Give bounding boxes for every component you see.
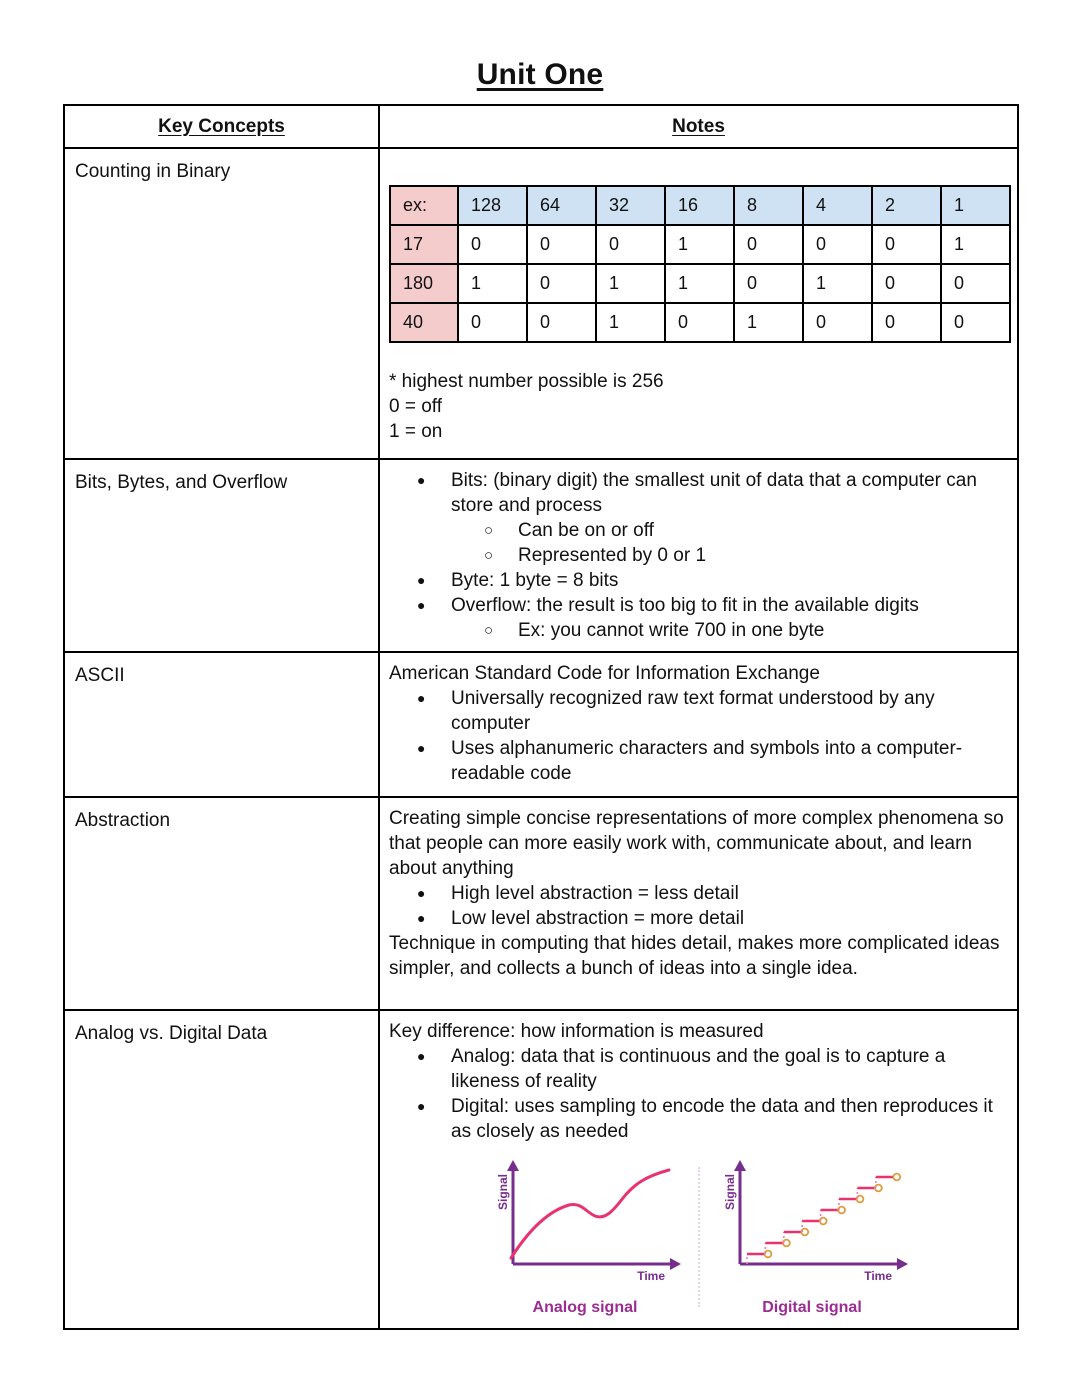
binary-bit-cell: 1 [665, 225, 734, 264]
digital-signal-figure [710, 1154, 915, 1286]
binary-table [389, 185, 1011, 343]
binary-bit-cell: 0 [872, 303, 941, 342]
digital-signal-caption: Digital signal [762, 1299, 862, 1316]
sample-point-marker [893, 1174, 900, 1181]
concept-cell: Abstraction [64, 797, 379, 1010]
x-axis-label: Time [636, 1269, 665, 1283]
note-line [389, 881, 1008, 906]
table-row-bits-bytes-overflow [64, 459, 1018, 652]
bullet-icon: ● [417, 472, 426, 488]
y-axis-arrow-icon [507, 1160, 519, 1171]
note-line [389, 593, 1008, 618]
analog-curve [511, 1170, 669, 1258]
x-axis-label: Time [863, 1269, 892, 1283]
binary-place-value-cell: 64 [527, 186, 596, 225]
binary-bit-cell: 0 [941, 264, 1010, 303]
notes-list [389, 468, 1008, 643]
note-text: High level abstraction = less detail [451, 883, 739, 904]
analog-signal-figure [483, 1154, 688, 1286]
concept-cell: Analog vs. Digital Data [64, 1010, 379, 1329]
x-axis-arrow-icon [897, 1258, 908, 1270]
note-text: Ex: you cannot write 700 in one byte [518, 620, 825, 641]
note-text: Creating simple concise representations of more complex phenomena so that people can more easily work with, communicate about, and learn about anything [389, 808, 1004, 879]
table-row-abstraction [64, 797, 1018, 1010]
note-text: Bits: (binary digit) the smallest unit of data that a computer can store and process [451, 470, 977, 516]
binary-header-row [390, 186, 1010, 225]
binary-bit-cell: 0 [596, 225, 665, 264]
binary-bit-cell: 1 [596, 303, 665, 342]
note-text: American Standard Code for Information Exchange [389, 663, 820, 684]
binary-place-value-cell: 2 [872, 186, 941, 225]
binary-place-value-cell: 8 [734, 186, 803, 225]
note-line [389, 931, 1008, 981]
note-line [389, 661, 1008, 686]
notes-cell [379, 1010, 1018, 1329]
concept-cell: ASCII [64, 652, 379, 797]
bullet-icon: ● [417, 572, 426, 588]
binary-bit-cell: 0 [803, 303, 872, 342]
binary-bit-cell: 0 [458, 225, 527, 264]
binary-bit-cell: 0 [527, 225, 596, 264]
signal-charts [389, 1154, 1008, 1320]
bullet-icon: ● [417, 597, 426, 613]
note-text: Represented by 0 or 1 [518, 545, 707, 566]
binary-place-value-cell: 1 [941, 186, 1010, 225]
footnote-line: 0 = off [389, 396, 443, 417]
page-title: Unit One [476, 58, 604, 91]
analog-signal-caption: Analog signal [532, 1299, 638, 1316]
table-row-counting-in-binary [64, 148, 1018, 459]
bullet-icon: ● [417, 885, 426, 901]
binary-place-value-cell: 128 [458, 186, 527, 225]
binary-place-value-cell: 4 [803, 186, 872, 225]
key-concepts-table [63, 104, 1019, 1330]
binary-bit-cell: 0 [734, 225, 803, 264]
note-text: Overflow: the result is too big to fit in the available digits [451, 595, 919, 616]
binary-bit-cell: 1 [665, 264, 734, 303]
notes-list [389, 806, 1008, 981]
notes-cell [379, 459, 1018, 652]
binary-bit-cell: 0 [527, 264, 596, 303]
bullet-icon: ● [417, 910, 426, 926]
binary-bit-cell: 0 [872, 264, 941, 303]
note-line [389, 1044, 1008, 1094]
table-header-row [64, 105, 1018, 148]
digital-steps [747, 1174, 900, 1264]
binary-row-label-cell: 180 [390, 264, 458, 303]
notes-cell [379, 652, 1018, 797]
digital-signal-chart [710, 1154, 915, 1320]
analog-signal-chart [483, 1154, 688, 1320]
note-line [389, 568, 1008, 593]
footnote-line: * highest number possible is 256 [389, 371, 664, 392]
note-line [389, 806, 1008, 881]
note-text: Key difference: how information is measured [389, 1021, 764, 1042]
binary-bit-cell: 1 [803, 264, 872, 303]
x-axis-arrow-icon [670, 1258, 681, 1270]
binary-place-value-cell: 16 [665, 186, 734, 225]
column-header-notes: Notes [379, 105, 1018, 148]
notes-list [389, 1019, 1008, 1144]
note-text: Universally recognized raw text format understood by any computer [451, 688, 935, 734]
column-header-key-concepts: Key Concepts [64, 105, 379, 148]
note-line [389, 906, 1008, 931]
binary-bit-cell: 0 [803, 225, 872, 264]
binary-footnotes [389, 369, 1008, 444]
binary-bit-cell: 1 [734, 303, 803, 342]
hollow-bullet-icon: ○ [484, 622, 494, 639]
note-text: Digital: uses sampling to encode the data and then reproduces it as closely as needed [451, 1096, 993, 1142]
concept-cell: Bits, Bytes, and Overflow [64, 459, 379, 652]
bullet-icon: ● [417, 740, 426, 756]
y-axis-label: Signal [495, 1173, 510, 1211]
binary-row-label-cell: 40 [390, 303, 458, 342]
concept-cell: Counting in Binary [64, 148, 379, 459]
bullet-icon: ● [417, 690, 426, 706]
note-text: Analog: data that is continuous and the goal is to capture a likeness of reality [451, 1046, 946, 1092]
notes-cell [379, 148, 1018, 459]
binary-bit-cell: 0 [665, 303, 734, 342]
table-row-analog-vs-digital [64, 1010, 1018, 1329]
note-line [389, 543, 1008, 568]
note-text: Byte: 1 byte = 8 bits [451, 570, 619, 591]
note-line [389, 736, 1008, 786]
note-text: Uses alphanumeric characters and symbols into a computer-readable code [451, 738, 963, 784]
binary-value-row [390, 264, 1010, 303]
binary-row-label-cell: 17 [390, 225, 458, 264]
binary-table-body [390, 186, 1010, 342]
y-axis-arrow-icon [734, 1160, 746, 1171]
bullet-icon: ● [417, 1048, 426, 1064]
binary-corner-cell: ex: [390, 186, 458, 225]
notes-cell [379, 797, 1018, 1010]
binary-place-value-cell: 32 [596, 186, 665, 225]
table-row-ascii [64, 652, 1018, 797]
notes-list [389, 661, 1008, 786]
binary-bit-cell: 0 [458, 303, 527, 342]
note-line [389, 1094, 1008, 1144]
bullet-icon: ● [417, 1098, 426, 1114]
note-line [389, 1019, 1008, 1044]
note-line [389, 468, 1008, 518]
binary-value-row [390, 303, 1010, 342]
note-text: Low level abstraction = more detail [451, 908, 745, 929]
note-line [389, 518, 1008, 543]
binary-bit-cell: 1 [596, 264, 665, 303]
y-axis-label: Signal [722, 1173, 737, 1211]
binary-bit-cell: 0 [941, 303, 1010, 342]
note-line [389, 686, 1008, 736]
note-text: Technique in computing that hides detail, makes more complicated ideas simpler, and collects a bunch of ideas into a single idea. [389, 933, 1000, 979]
binary-bit-cell: 0 [734, 264, 803, 303]
footnote-line: 1 = on [389, 421, 443, 442]
note-line [389, 618, 1008, 643]
binary-bit-cell: 0 [527, 303, 596, 342]
binary-value-row [390, 225, 1010, 264]
note-text: Can be on or off [518, 520, 654, 541]
binary-bit-cell: 0 [872, 225, 941, 264]
binary-bit-cell: 1 [458, 264, 527, 303]
binary-bit-cell: 1 [941, 225, 1010, 264]
hollow-bullet-icon: ○ [484, 522, 494, 539]
chart-divider [698, 1167, 700, 1307]
hollow-bullet-icon: ○ [484, 547, 494, 564]
